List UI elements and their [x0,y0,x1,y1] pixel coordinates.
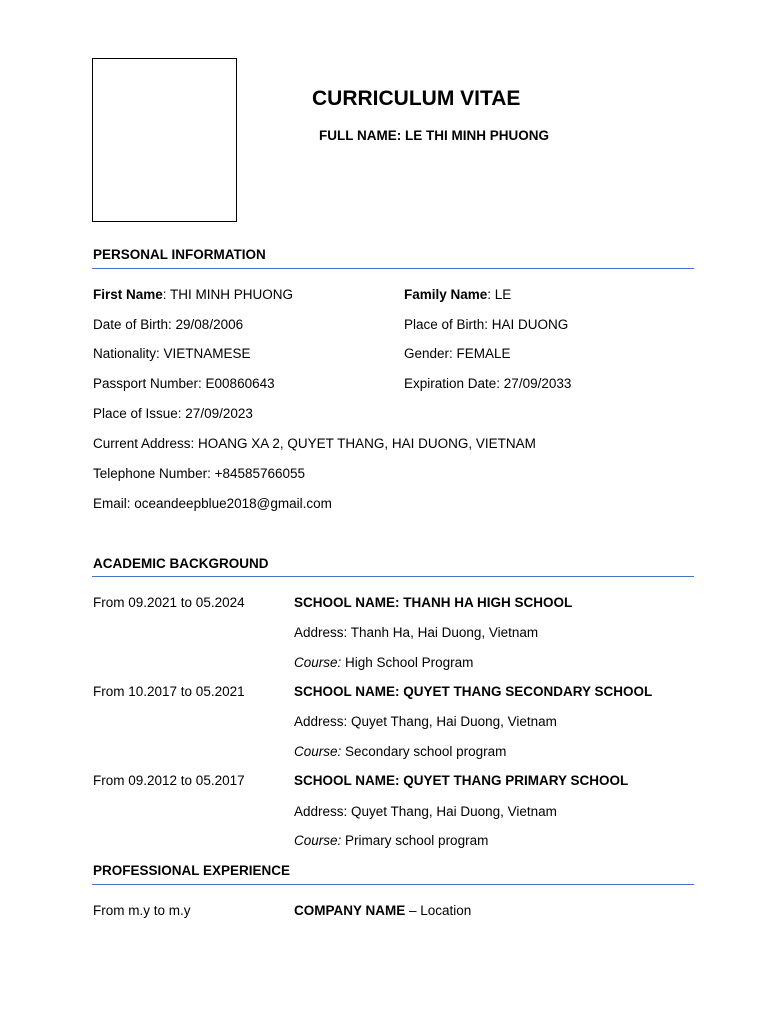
course-value: Secondary school program [341,744,507,759]
full-name-value: LE THI MINH PHUONG [405,128,549,143]
nationality: Nationality: VIETNAMESE [93,346,251,361]
company-name: COMPANY NAME [294,903,406,918]
first-name [93,287,293,302]
section-rule [92,884,694,885]
current-address: Current Address: HOANG XA 2, QUYET THANG, HAI DUONG, VIETNAM [93,436,536,451]
course-label: Course: [294,833,342,848]
company-location: – Location [405,903,472,918]
page-title: CURRICULUM VITAE [312,87,521,110]
full-name [319,128,549,143]
photo-placeholder [92,58,237,222]
academic-period: From 09.2012 to 05.2017 [93,773,245,788]
first-name-value: : THI MINH PHUONG [162,287,294,302]
course-value: Primary school program [341,833,489,848]
expiration-date: Expiration Date: 27/09/2033 [404,376,572,391]
family-name-value: : LE [487,287,512,302]
course-value: High School Program [341,655,474,670]
first-name-label: First Name [93,287,163,302]
school-name: SCHOOL NAME: QUYET THANG PRIMARY SCHOOL [294,773,629,788]
personal-info-heading: PERSONAL INFORMATION [93,247,266,262]
place-of-birth: Place of Birth: HAI DUONG [404,317,569,332]
school-course [294,655,473,670]
school-course [294,833,488,848]
school-name: SCHOOL NAME: QUYET THANG SECONDARY SCHOOL [294,684,653,699]
family-name [404,287,511,302]
experience-period: From m.y to m.y [93,903,191,918]
place-of-issue: Place of Issue: 27/09/2023 [93,406,253,421]
school-address: Address: Thanh Ha, Hai Duong, Vietnam [294,625,539,640]
school-address: Address: Quyet Thang, Hai Duong, Vietnam [294,804,557,819]
family-name-label: Family Name [404,287,488,302]
academic-period: From 10.2017 to 05.2021 [93,684,245,699]
experience-heading: PROFESSIONAL EXPERIENCE [93,863,291,878]
date-of-birth: Date of Birth: 29/08/2006 [93,317,244,332]
full-name-label: FULL NAME: [319,128,405,143]
email: Email: oceandeepblue2018@gmail.com [93,496,332,511]
school-address: Address: Quyet Thang, Hai Duong, Vietnam [294,714,557,729]
course-label: Course: [294,655,342,670]
company [294,903,471,918]
section-rule [92,576,694,577]
school-course [294,744,506,759]
course-label: Course: [294,744,342,759]
academic-heading: ACADEMIC BACKGROUND [93,556,269,571]
gender: Gender: FEMALE [404,346,511,361]
school-name: SCHOOL NAME: THANH HA HIGH SCHOOL [294,595,573,610]
telephone-number: Telephone Number: +84585766055 [93,466,306,481]
passport-number: Passport Number: E00860643 [93,376,275,391]
academic-period: From 09.2021 to 05.2024 [93,595,245,610]
section-rule [92,268,694,269]
